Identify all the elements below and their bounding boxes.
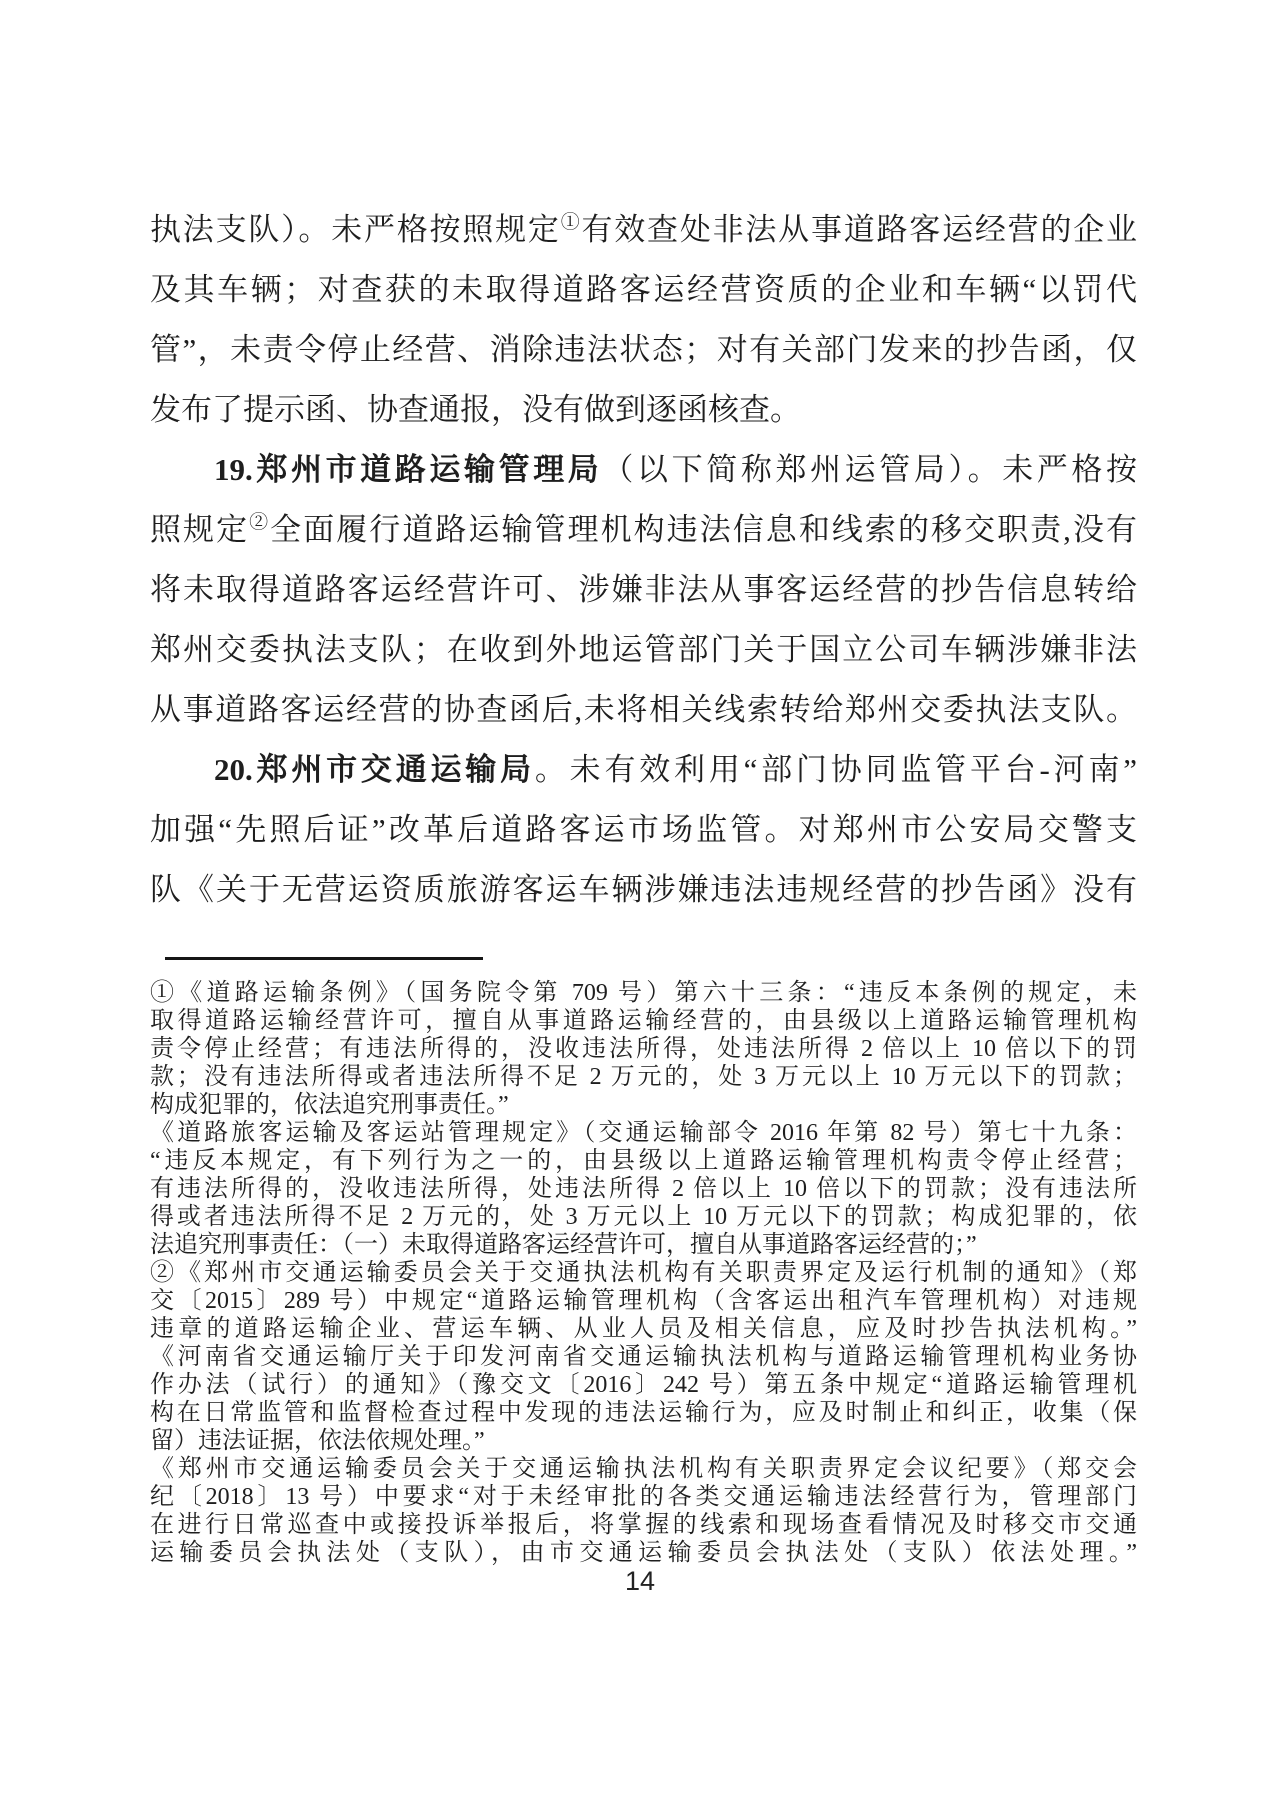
body-line xyxy=(150,860,1137,920)
body-text: 执法支队）。未严格按照规定 xyxy=(150,212,561,247)
body-text-block xyxy=(150,200,1137,920)
body-text: 郑州交委执法支队；在收到外地运管部门关于国立公司车辆涉嫌非法 xyxy=(150,632,1137,667)
footnotes-block xyxy=(150,979,1137,1567)
footnote-line: 纪〔2018〕13 号）中要求“对于未经审批的各类交通运输违法经营行为，管理部门 xyxy=(150,1484,1137,1510)
heading-text: 19.郑州市道路运输管理局 xyxy=(214,452,603,487)
body-line xyxy=(150,200,1137,260)
body-text: 全面履行道路运输管理机构违法信息和线索的移交职责,没有 xyxy=(270,512,1137,547)
body-line xyxy=(150,440,1137,500)
body-text: （以下简称郑州运管局）。未严格按 xyxy=(602,452,1137,487)
footnote-line: 款；没有违法所得或者违法所得不足 2 万元的，处 3 万元以上 10 万元以下的罚款； xyxy=(150,1064,1137,1090)
heading-text: 20.郑州市交通运输局 xyxy=(214,752,535,787)
footnote-line: 构在日常监管和监督检查过程中发现的违法运输行为，应及时制止和纠正，收集（保 xyxy=(150,1400,1137,1426)
page-number: 14 xyxy=(624,1566,656,1596)
footnote-line: 有违法所得的，没收违法所得，处违法所得 2 倍以上 10 倍以下的罚款；没有违法所 xyxy=(150,1176,1137,1202)
footnote-line: 责令停止经营；有违法所得的，没收违法所得，处违法所得 2 倍以上 10 倍以下的罚 xyxy=(150,1036,1137,1062)
footnote-line: 交〔2015〕289 号）中规定“道路运输管理机构（含客运出租汽车管理机构）对违规 xyxy=(150,1288,1137,1314)
footnote-line: 运输委员会执法处（支队），由市交通运输委员会执法处（支队）依法处理。” xyxy=(150,1540,1137,1566)
body-text: 将未取得道路客运经营许可、涉嫌非法从事客运经营的抄告信息转给 xyxy=(150,572,1137,607)
footnote-line: 得或者违法所得不足 2 万元的，处 3 万元以上 10 万元以下的罚款；构成犯罪的，依 xyxy=(150,1204,1137,1230)
footnote-line: 《郑州市交通运输委员会关于交通运输执法机构有关职责界定会议纪要》（郑交会 xyxy=(150,1456,1137,1482)
body-line xyxy=(150,380,1137,440)
footnote-line: 作办法（试行）的通知》（豫交文〔2016〕242 号）第五条中规定“道路运输管理机 xyxy=(150,1372,1137,1398)
footnote-line: 在进行日常巡查中或接投诉举报后，将掌握的线索和现场查看情况及时移交市交通 xyxy=(150,1512,1137,1538)
body-text: 及其车辆；对查获的未取得道路客运经营资质的企业和车辆“以罚代 xyxy=(150,272,1137,307)
body-line xyxy=(150,740,1137,800)
footnote-separator xyxy=(165,957,483,960)
footnote-line: 构成犯罪的，依法追究刑事责任。” xyxy=(150,1092,509,1118)
body-line xyxy=(150,500,1137,560)
footnote-reference-mark: ② xyxy=(249,512,271,533)
footnote-line: 留）违法证据，依法依规处理。” xyxy=(150,1428,485,1454)
body-line xyxy=(150,320,1137,380)
body-text: 从事道路客运经营的协查函后,未将相关线索转给郑州交委执法支队。 xyxy=(150,692,1137,727)
footnote-line: ①《道路运输条例》（国务院令第 709 号）第六十三条：“违反本条例的规定，未 xyxy=(150,980,1137,1006)
body-line xyxy=(150,680,1137,740)
footnote-line: 取得道路运输经营许可，擅自从事道路运输经营的，由县级以上道路运输管理机构 xyxy=(150,1008,1137,1034)
body-line xyxy=(150,560,1137,620)
body-text: 发布了提示函、协查通报，没有做到逐函核查。 xyxy=(150,392,801,427)
body-text: 队《关于无营运资质旅游客运车辆涉嫌违法违规经营的抄告函》没有 xyxy=(150,872,1137,907)
body-line xyxy=(150,800,1137,860)
footnote-line: 法追究刑事责任：（一）未取得道路客运经营许可，擅自从事道路客运经营的；” xyxy=(150,1232,977,1258)
footnote-line: 《道路旅客运输及客运站管理规定》（交通运输部令 2016 年第 82 号）第七十九条： xyxy=(150,1120,1137,1146)
footnote-line: “违反本规定，有下列行为之一的，由县级以上道路运输管理机构责令停止经营； xyxy=(150,1148,1137,1174)
footnote-line: 《河南省交通运输厅关于印发河南省交通运输执法机构与道路运输管理机构业务协 xyxy=(150,1344,1137,1370)
body-text: 有效查处非法从事道路客运经营的企业 xyxy=(581,212,1137,247)
body-text: 管”，未责令停止经营、消除违法状态；对有关部门发来的抄告函，仅 xyxy=(150,332,1137,367)
footnote-line: ②《郑州市交通运输委员会关于交通执法机构有关职责界定及运行机制的通知》（郑 xyxy=(150,1260,1137,1286)
footnote-line: 违章的道路运输企业、营运车辆、从业人员及相关信息，应及时抄告执法机构。” xyxy=(150,1316,1137,1342)
body-line xyxy=(150,620,1137,680)
body-text: 照规定 xyxy=(150,512,250,547)
body-text: 加强“先照后证”改革后道路客运市场监管。对郑州市公安局交警支 xyxy=(150,812,1137,847)
body-text: 。未有效利用“部门协同监管平台-河南” xyxy=(534,752,1137,787)
body-line xyxy=(150,260,1137,320)
footnote-reference-mark: ① xyxy=(560,212,582,233)
